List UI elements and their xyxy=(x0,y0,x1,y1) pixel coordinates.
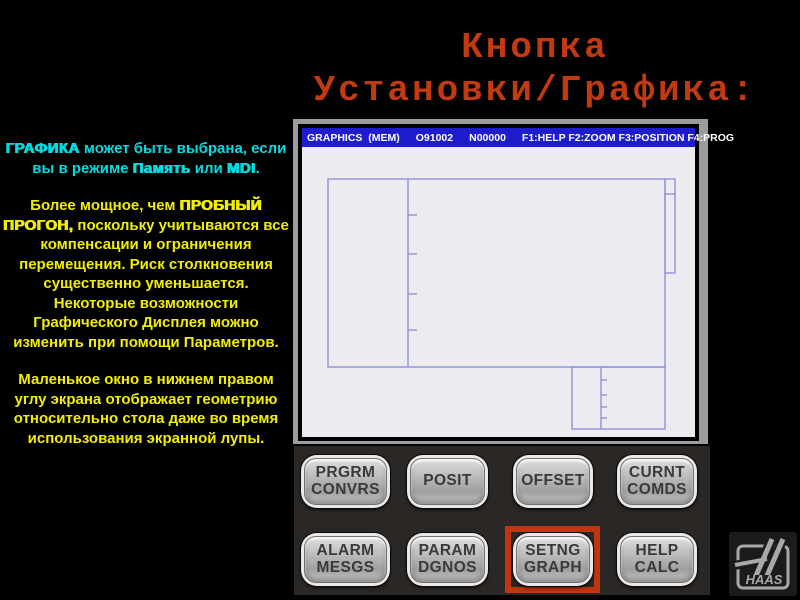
text-segment: Маленькое окно в нижнем правом углу экрана отображает геометрию относительно стола даже во время использования экранной лупы. xyxy=(13,371,279,447)
button-face xyxy=(410,536,485,583)
text-segment: или xyxy=(190,159,227,177)
button-face xyxy=(516,458,590,505)
button-label: SETNG xyxy=(525,542,581,559)
button-face xyxy=(620,536,694,583)
button-param-dgnos[interactable] xyxy=(407,533,488,586)
page-title-line1: Кнопка xyxy=(461,27,609,68)
button-label: CALC xyxy=(634,558,680,576)
graphics-display-area xyxy=(302,147,695,437)
haas-logo-icon xyxy=(729,532,797,596)
cnc-block-number: N00000 xyxy=(469,131,506,144)
description-text xyxy=(2,139,290,466)
button-label: GRAPH xyxy=(524,558,582,576)
button-face xyxy=(620,458,694,505)
paragraph-dry-run-comparison xyxy=(2,196,290,352)
cnc-titlebar xyxy=(302,128,735,147)
cnc-mode-label: GRAPHICS (MEM) xyxy=(307,131,400,144)
haas-logo xyxy=(729,532,797,596)
page-title xyxy=(270,26,800,112)
button-label: POSIT xyxy=(423,472,472,490)
button-label: PRGRM xyxy=(315,464,376,481)
table-geometry-lines xyxy=(328,179,675,429)
paragraph-graphics-mode xyxy=(2,139,290,178)
haas-logo-text: HAAS xyxy=(745,572,783,587)
text-segment: MDI xyxy=(226,159,256,177)
button-label: COMDS xyxy=(627,480,687,498)
paragraph-small-window xyxy=(2,370,290,448)
text-segment: . xyxy=(255,159,260,177)
button-label: DGNOS xyxy=(418,558,477,576)
text-segment: поскольку учитываются все компенсации и ограничения перемещения. Риск столкновения существенно уменьшается. Некоторые возможности Графического Дисплея можно изменить при помощи Параметров. xyxy=(13,216,289,351)
text-segment: может быть выбрана, если вы в режиме xyxy=(32,140,287,177)
cnc-program-number: O91002 xyxy=(415,131,454,144)
button-face xyxy=(516,536,590,583)
button-label: CONVRS xyxy=(311,480,380,498)
button-prgrm-convrs[interactable] xyxy=(301,455,390,508)
cnc-screen-content xyxy=(302,128,735,437)
cnc-fkeys-label: F1:HELP F2:ZOOM F3:POSITION F4:PROG xyxy=(521,131,735,144)
page-title-line2: Установки/Графика: xyxy=(313,70,757,111)
button-label: HELP xyxy=(635,542,679,559)
text-segment: ПРОБНЫЙ ПРОГОН, xyxy=(3,197,262,234)
button-face xyxy=(410,458,485,505)
text-segment: Память xyxy=(132,159,191,177)
toolpath-drawing xyxy=(302,147,695,437)
button-label: CURNT xyxy=(628,464,686,481)
cnc-screen-bezel xyxy=(293,119,735,444)
button-posit[interactable] xyxy=(407,455,488,508)
text-segment: ГРАФИКА xyxy=(5,140,80,157)
button-label: MESGS xyxy=(316,558,375,576)
button-offset[interactable] xyxy=(513,455,593,508)
button-help-calc[interactable] xyxy=(617,533,697,586)
button-label: OFFSET xyxy=(521,472,585,490)
button-face xyxy=(304,536,387,583)
text-segment: Более мощное, чем xyxy=(30,197,180,214)
button-curnt-comds[interactable] xyxy=(617,455,697,508)
button-label: PARAM xyxy=(418,542,477,559)
button-alarm-mesgs[interactable] xyxy=(301,533,390,586)
keypad-panel xyxy=(294,446,710,595)
button-label: ALARM xyxy=(316,542,375,559)
button-setng-graph[interactable] xyxy=(513,533,593,586)
cnc-screen-border xyxy=(298,124,735,441)
button-face xyxy=(304,458,387,505)
